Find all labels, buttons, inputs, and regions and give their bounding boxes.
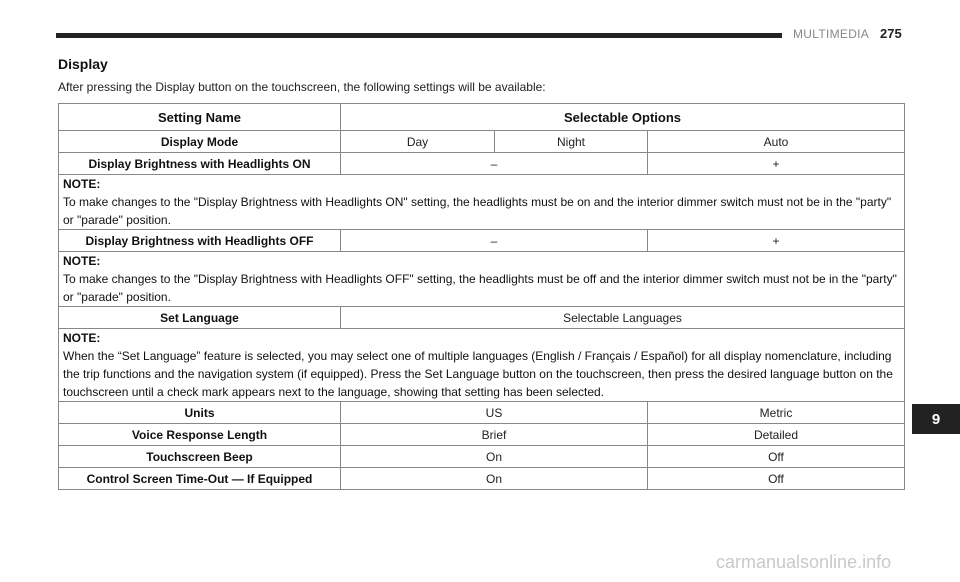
option-day: Day: [341, 131, 495, 153]
setting-control-screen-timeout: Control Screen Time-Out — If Equipped: [59, 468, 341, 490]
intro-text: After pressing the Display button on the touchscreen, the following settings will be available:: [58, 80, 546, 94]
option-plus: +: [648, 153, 905, 175]
note-label: NOTE:: [63, 177, 101, 191]
option-night: Night: [495, 131, 648, 153]
option-on: On: [341, 468, 648, 490]
note-row: [59, 175, 905, 230]
option-auto: Auto: [648, 131, 905, 153]
option-off: Off: [648, 468, 905, 490]
table-row: [59, 468, 905, 490]
option-minus: –: [341, 153, 648, 175]
option-us: US: [341, 402, 648, 424]
note-label: NOTE:: [63, 254, 101, 268]
table-row: [59, 446, 905, 468]
table-row: [59, 131, 905, 153]
settings-table: [58, 103, 905, 490]
note-brightness-on: [59, 175, 905, 230]
setting-touchscreen-beep: Touchscreen Beep: [59, 446, 341, 468]
page-number: 275: [880, 26, 902, 41]
note-row: [59, 329, 905, 402]
option-detailed: Detailed: [648, 424, 905, 446]
option-brief: Brief: [341, 424, 648, 446]
table-row: [59, 153, 905, 175]
setting-units: Units: [59, 402, 341, 424]
header-rule: [56, 33, 782, 38]
option-selectable-languages: Selectable Languages: [341, 307, 905, 329]
watermark: carmanualsonline.info: [716, 552, 892, 572]
note-set-language: [59, 329, 905, 402]
setting-display-mode: Display Mode: [59, 131, 341, 153]
option-metric: Metric: [648, 402, 905, 424]
running-header: MULTIMEDIA: [793, 27, 870, 41]
note-brightness-off: [59, 252, 905, 307]
note-text: To make changes to the "Display Brightness with Headlights OFF" setting, the headlights must be off and the interior dimmer switch must not be in the "party" or "parade" position.: [63, 272, 897, 304]
option-on: On: [341, 446, 648, 468]
option-plus: +: [648, 230, 905, 252]
table-row: [59, 402, 905, 424]
table-row: [59, 307, 905, 329]
table-row: [59, 424, 905, 446]
note-text: To make changes to the "Display Brightness with Headlights ON" setting, the headlights must be on and the interior dimmer switch must not be in the "party" or "parade" position.: [63, 195, 892, 227]
setting-brightness-off: Display Brightness with Headlights OFF: [59, 230, 341, 252]
chapter-tab: 9: [912, 404, 960, 434]
header-selectable-options: Selectable Options: [341, 104, 905, 131]
option-off: Off: [648, 446, 905, 468]
note-label: NOTE:: [63, 331, 101, 345]
option-minus: –: [341, 230, 648, 252]
note-row: [59, 252, 905, 307]
section-title: Display: [58, 56, 108, 72]
table-header-row: [59, 104, 905, 131]
setting-brightness-on: Display Brightness with Headlights ON: [59, 153, 341, 175]
setting-voice-response-length: Voice Response Length: [59, 424, 341, 446]
table-row: [59, 230, 905, 252]
setting-set-language: Set Language: [59, 307, 341, 329]
note-text: When the “Set Language” feature is selected, you may select one of multiple languages (English / Français / Español) for all display nomenclature, including the trip functions and the navigation system (if equipped). Press the Set Language button on the touchscreen, then press the desired language button on the touchscreen until a check mark appears next to the language, showing that setting has been selected.: [63, 349, 893, 399]
header-setting-name: Setting Name: [59, 104, 341, 131]
